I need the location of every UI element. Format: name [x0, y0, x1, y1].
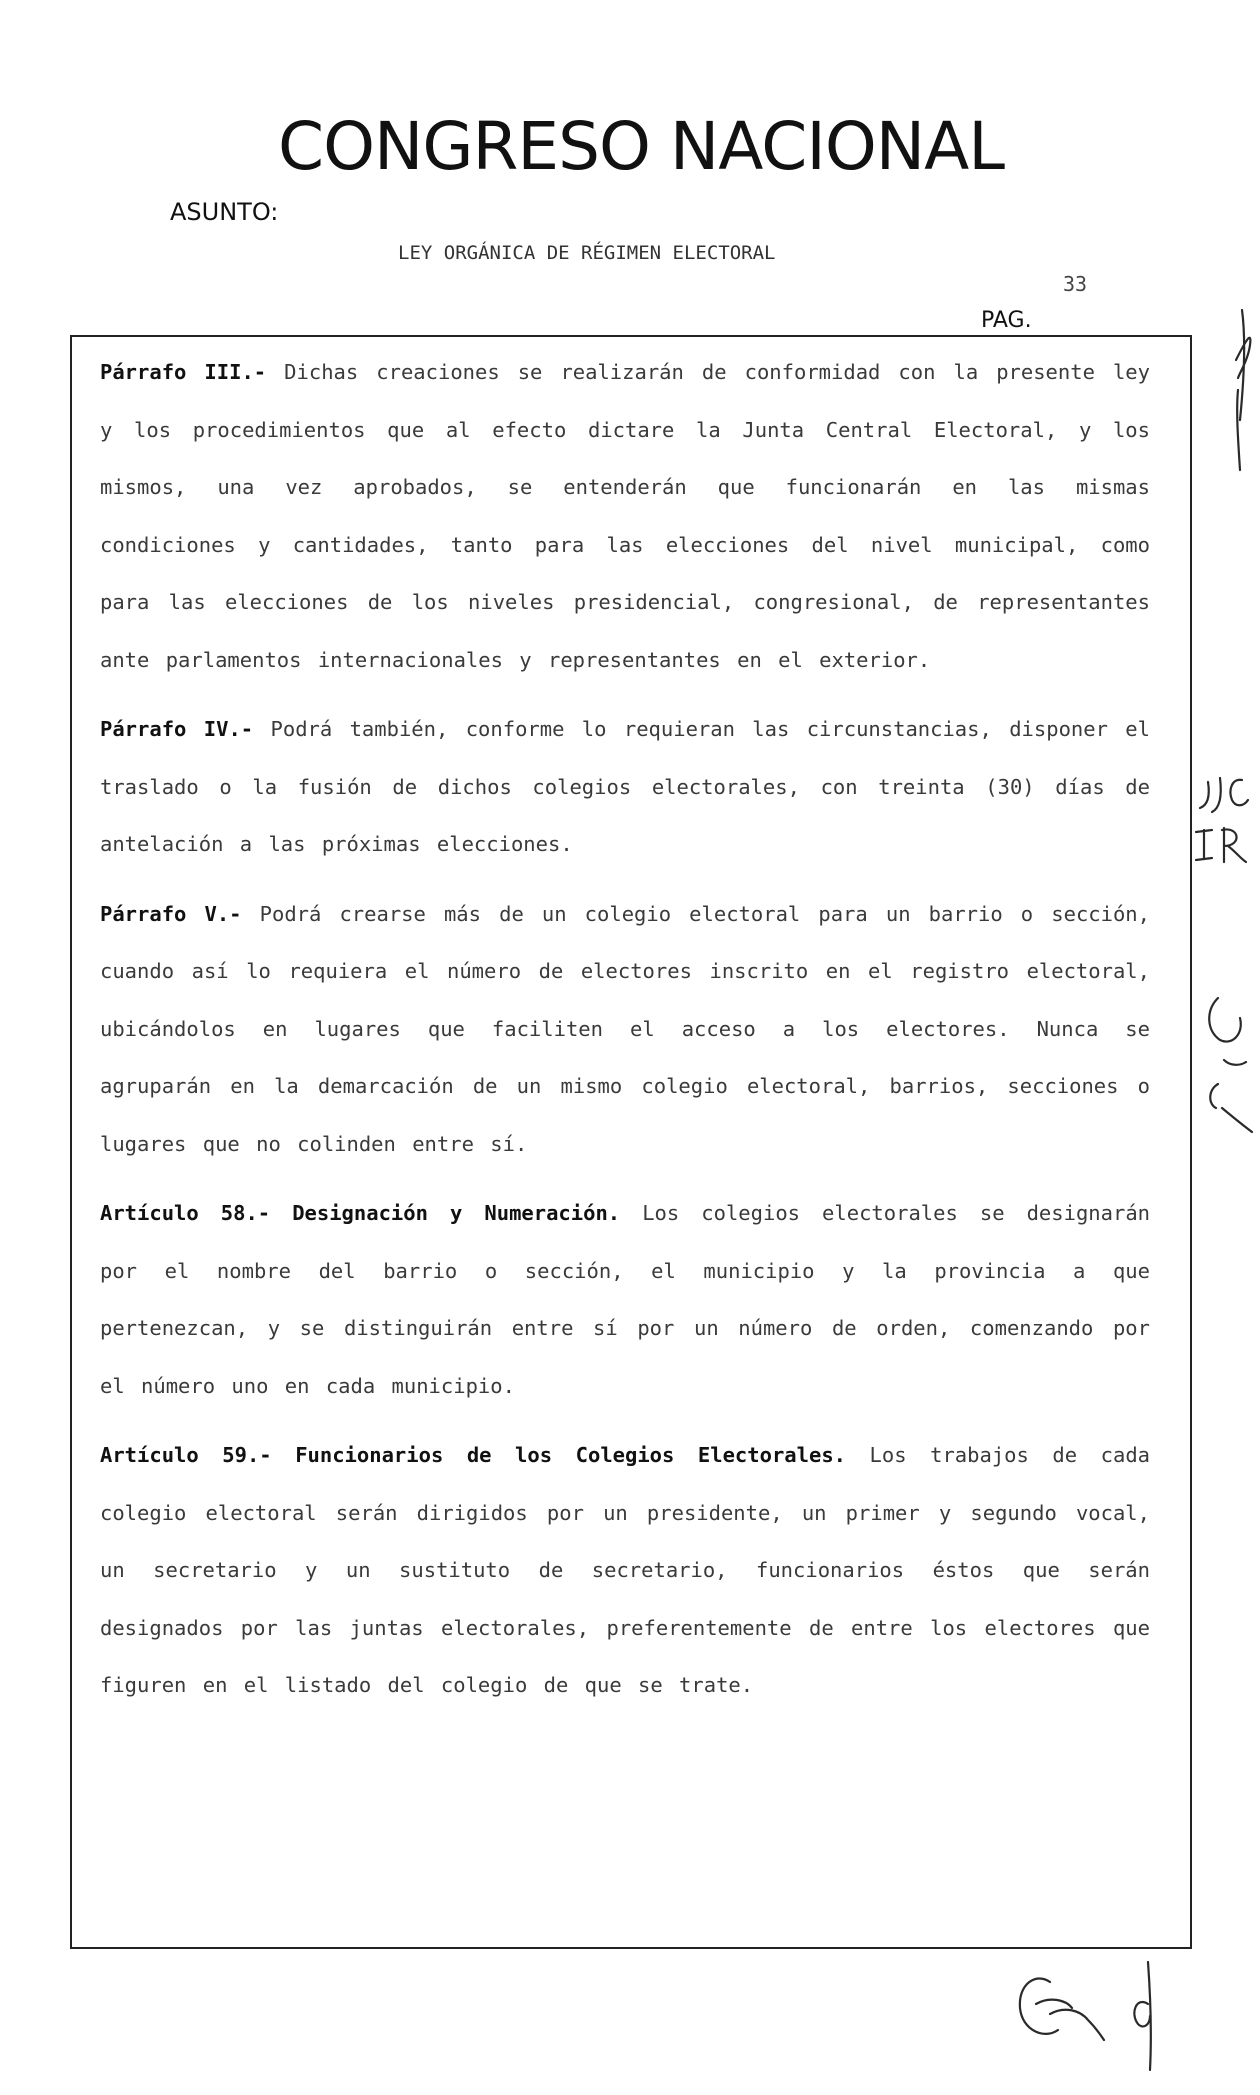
asunto-label: ASUNTO: [170, 198, 279, 226]
pag-label: PAG. [981, 308, 1032, 333]
signature-mark-d [1134, 1962, 1150, 2070]
initial-mark-top [1236, 310, 1250, 470]
initial-mark-jjc [1200, 778, 1248, 812]
subject-text: LEY ORGÁNICA DE RÉGIMEN ELECTORAL [398, 242, 776, 264]
article-text: Los colegios electorales se designarán por el nombre del barrio o sección, el municipio y la provincia a que pertenezcan, y se distinguirán entre sí por un número de orden, comenzando por el número uno en cada municipio. [100, 1201, 1151, 1398]
paragraph-heading: Párrafo V.- [100, 901, 242, 926]
signature-mark [1020, 1978, 1104, 2040]
paragraph-text: Podrá también, conforme lo requieran las circunstancias, disponer el traslado o la fusión de dichos colegios electorales, con treinta (30) días de antelación a las próximas elecciones. [100, 717, 1150, 856]
paragraph-heading: Párrafo IV.- [100, 717, 254, 741]
paragraph-heading: Párrafo III.- [100, 360, 267, 384]
initial-mark-ir [1196, 828, 1246, 862]
initial-mark-curve [1209, 998, 1252, 1132]
page-number: 33 [1063, 272, 1088, 296]
article-text: Los trabajos de cada colegio electoral serán dirigidos por un presidente, un primer y segundo vocal, un secretario y un sustituto de secretario, funcionarios éstos que serán designados por las juntas electorales, preferentemente de entre los electores que figuren en el listado del colegio de que se trate. [100, 1443, 1150, 1697]
page-title: CONGRESO NACIONAL [278, 108, 1005, 185]
paragraph-text: Podrá crearse más de un colegio electoral para un barrio o sección, cuando así lo requiera el número de electores inscrito en el registro electoral, ubicándolos en lugares que faciliten el acceso a los electores. Nunca se agruparán en la demarcación de un mismo colegio electoral, barrios, secciones o lugares que no colinden entre sí. [100, 901, 1150, 1156]
paragraph-text: Dichas creaciones se realizarán de conformidad con la presente ley y los procedimientos que al efecto dictare la Junta Central Electoral, y los mismos, una vez aprobados, se entenderán que funcionarán en las mismas condiciones y cantidades, tanto para las elecciones del nivel municipal, como para las elecciones de los niveles presidencial, congresional, de representantes ante parlamentos internacionales y representantes en el exterior. [100, 360, 1150, 672]
article-heading: Artículo 59.- Funcionarios de los Colegios Electorales. [100, 1443, 847, 1467]
article-heading: Artículo 58.- Designación y Numeración. [100, 1201, 621, 1225]
